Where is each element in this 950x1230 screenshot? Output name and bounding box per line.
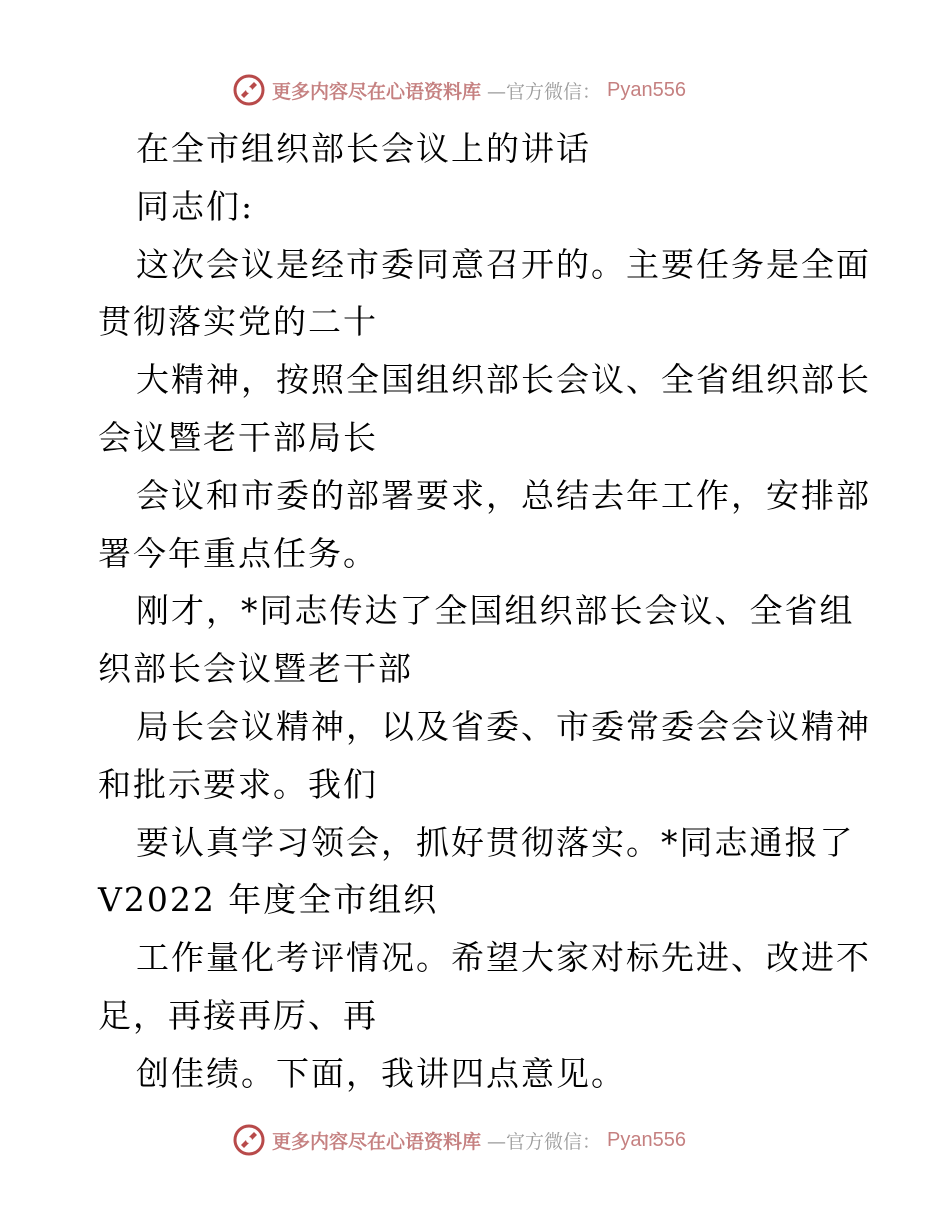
text-line: 会议暨老干部局长 [98, 417, 378, 457]
text-line: 大精神，按照全国组织部长会议、全省组织部长 [136, 360, 871, 400]
text-line: V2022 年度全市组织 [98, 880, 439, 920]
text-line: 局长会议精神，以及省委、市委常委会会议精神 [136, 706, 871, 746]
watermark-wechat-id: Pyan556 [607, 78, 686, 101]
document-title: 在全市组织部长会议上的讲话 [136, 129, 591, 168]
text-line: 这次会议是经市委同意召开的。主要任务是全面 [136, 244, 871, 284]
text-line: 刚才，*同志传达了全国组织部长会议、全省组 [136, 591, 855, 631]
footer-watermark [232, 1122, 686, 1158]
text-line: 创佳绩。下面，我讲四点意见。 [136, 1053, 626, 1093]
text-line: 贯彻落实党的二十 [98, 302, 378, 342]
text-line: 足，再接再厉、再 [98, 995, 378, 1035]
watermark-wechat-label: —官方微信： [487, 80, 602, 103]
document-body [98, 120, 871, 1103]
watermark-site-text: 更多内容尽在心语资料库 [272, 80, 482, 103]
text-line: 要认真学习领会，抓好贯彻落实。*同志通报了 [136, 822, 855, 862]
text-line: 织部长会议暨老干部 [98, 649, 413, 689]
text-line: 同志们: [136, 186, 255, 226]
header-watermark [232, 72, 686, 108]
watermark-wechat-id: Pyan556 [607, 1128, 686, 1151]
text-line: 署今年重点任务。 [98, 533, 378, 573]
text-line: 会议和市委的部署要求，总结去年工作，安排部 [136, 475, 871, 515]
text-line: 和批示要求。我们 [98, 764, 378, 804]
watermark-wechat-label: —官方微信： [487, 1130, 602, 1153]
text-line: 工作量化考评情况。希望大家对标先进、改进不 [136, 938, 871, 978]
red-seal-logo-icon [232, 1123, 266, 1157]
watermark-site-text: 更多内容尽在心语资料库 [272, 1130, 482, 1153]
red-seal-logo-icon [232, 73, 266, 107]
